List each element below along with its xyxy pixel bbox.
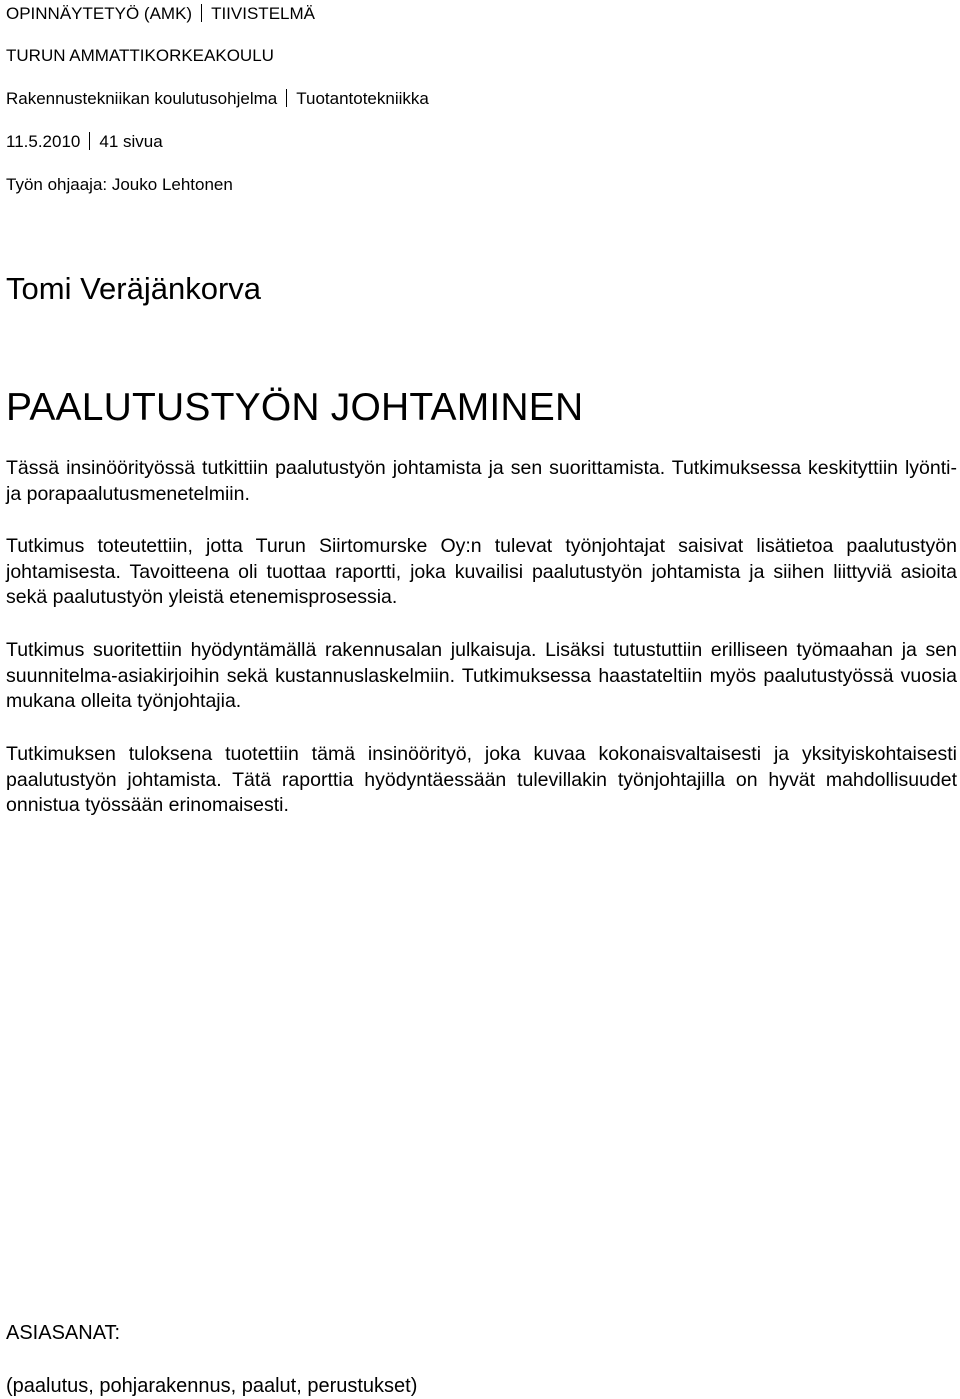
school-name: TURUN AMMATTIKORKEAKOULU [6, 46, 274, 65]
abstract-paragraph: Tutkimus suoritettiin hyödyntämällä rakennusalan julkaisuja. Lisäksi tutustuttiin erilliseen työmaahan ja sen suunnitelma-asiakirjoihin sekä kustannuslaskelmiin. Tutkimuksessa haastateltiin myös paalutustyössä vuosia mukana olleita työnjohtajia. [6, 639, 957, 712]
page-count: 41 sivua [99, 132, 163, 151]
thesis-title: PAALUTUSTYÖN JOHTAMINEN [6, 386, 584, 429]
supervisor: Työn ohjaaja: Jouko Lehtonen [6, 175, 233, 194]
date: 11.5.2010 [6, 132, 81, 151]
abstract-paragraph: Tutkimus toteutettiin, jotta Turun Siirtomurske Oy:n tulevat työnjohtajat saisivat lisätietoa paalutustyön johtamisesta. Tavoitteena oli tuottaa raportti, joka kuvailisi paalutustyön johtamista ja siihen liittyviä asioita sekä paalutustyön yleistä etenemisprosessia. [6, 535, 957, 608]
document-type: OPINNÄYTETYÖ (AMK) [6, 4, 193, 23]
orientation: Tuotantotekniikka [296, 89, 429, 108]
keywords: (paalutus, pohjarakennus, paalut, perustukset) [6, 1375, 418, 1397]
keywords-label: ASIASANAT: [6, 1322, 121, 1344]
abstract-paragraph: Tutkimuksen tuloksena tuotettiin tämä insinöörityö, joka kuvaa kokonaisvaltaisesti ja yksityiskohtaisesti paalutustyön johtamista. Tätä raporttia hyödyntäessään tulevillakin työnjohtajilla on hyvät mahdollisuudet onnistua työssään erinomaisesti. [6, 743, 957, 816]
separator [286, 89, 287, 107]
separator [89, 132, 90, 150]
author-name: Tomi Veräjänkorva [6, 271, 262, 306]
degree-programme: Rakennustekniikan koulutusohjelma [6, 89, 278, 108]
abstract-label: TIIVISTELMÄ [211, 4, 315, 23]
abstract-paragraph: Tässä insinöörityössä tutkittiin paalutustyön johtamista ja sen suorittamista. Tutkimuksessa keskityttiin lyönti- ja porapaalutusmenetelmiin. [6, 457, 957, 505]
programme-line [6, 89, 429, 109]
document-type-line [6, 4, 315, 24]
date-pages-line [6, 132, 163, 152]
separator [201, 4, 202, 22]
